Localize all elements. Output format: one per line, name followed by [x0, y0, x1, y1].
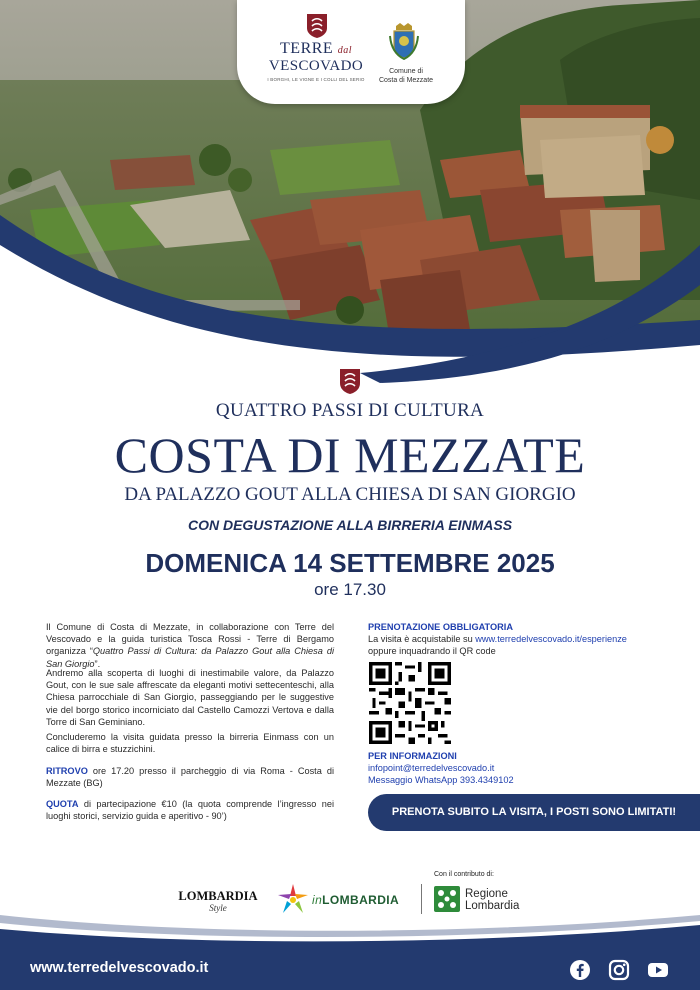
regione-label-line2: Lombardia — [465, 900, 520, 912]
regione-label-line1: Regione — [465, 888, 508, 900]
booking-qr-hint: oppure inquadrando il QR code — [368, 646, 496, 656]
closing-paragraph: Concluderemo la visita guidata presso la birreria Einmass con un calice di birra e stuzzichini. — [46, 732, 334, 755]
inlombardia-star-icon — [276, 883, 310, 917]
comune-label-line2: Costa di Mezzate — [378, 77, 434, 84]
qr-code[interactable] — [369, 662, 451, 744]
event-time: ore 17.30 — [314, 580, 386, 599]
event-title: COSTA DI MEZZATE — [114, 427, 586, 483]
lombardia-style-sub: Style — [209, 903, 227, 913]
youtube-icon[interactable] — [647, 959, 669, 981]
terre-logo-line1: TERRE dal — [280, 40, 352, 57]
logo-card — [237, 0, 465, 104]
event-series: QUATTRO PASSI DI CULTURA — [215, 400, 485, 421]
sponsor-divider — [421, 884, 422, 914]
info-label: PER INFORMAZIONI — [368, 751, 457, 761]
terre-crest-icon — [338, 368, 362, 395]
visit-paragraph: Andremo alla scoperta di luoghi di inestimabile valore, da Palazzo Gout, con le sue sale affrescate da eleganti motivi settecenteschi, alla Chiesa parrocchiale di San Giorgio, passeggiando per le suggestive vie del borgo storico incorniciato dal Castello Camozzi Vertova e dalla Torre di San Geminiano. — [46, 668, 334, 727]
info-email-link[interactable]: infopoint@terredelvescovado.it — [368, 763, 495, 773]
info-whatsapp[interactable]: Messaggio WhatsApp 393.4349102 — [368, 775, 514, 785]
intro-paragraph: Il Comune di Costa di Mezzate, in collaborazione con Terre del Vescovado e la guida turistica Tosca Rossi - Terre di Bergamo organizza “Quattro Passi di Cultura: da Palazzo Gout alla Chiesa di San Giorgio”. — [46, 622, 335, 669]
event-tasting: CON DEGUSTAZIONE ALLA BIRRERIA EINMASS — [187, 517, 513, 533]
event-date: DOMENICA 14 SETTEMBRE 2025 — [145, 548, 555, 578]
terre-logo-line2: VESCOVADO — [268, 58, 364, 74]
booking-label: PRENOTAZIONE OBBLIGATORIA — [368, 622, 513, 632]
intro-italic-title: Quattro Passi di Cultura: da Palazzo Gout alla Chiesa di San Giorgio — [46, 646, 335, 669]
contribution-label: Con il contributo di: — [434, 871, 494, 878]
terre-logo-tagline: I BORGHI, LE VIGNE E I COLLI DEL SERIO — [267, 77, 365, 82]
terre-logo-dal: dal — [337, 45, 352, 56]
event-route: DA PALAZZO GOUT ALLA CHIESA DI SAN GIORGIO — [124, 484, 576, 505]
inlombardia-in: in — [312, 893, 323, 907]
terre-crest-icon — [305, 13, 329, 39]
instagram-icon[interactable] — [608, 959, 630, 981]
meeting-label: RITROVO — [46, 766, 88, 776]
meeting-paragraph: RITROVO ore 17.20 presso il parcheggio di via Roma - Costa di Mezzate (BG) — [46, 766, 334, 789]
comune-label-line1: Comune di — [389, 68, 423, 75]
price-paragraph: QUOTA di partecipazione €10 (la quota comprende l’ingresso nei luoghi storici, servizio guida e aperitivo - 90’) — [46, 799, 334, 822]
inlombardia-logo-text: inLOMBARDIA — [312, 893, 400, 907]
price-label: QUOTA — [46, 799, 79, 809]
book-now-button[interactable]: PRENOTA SUBITO LA VISITA, I POSTI SONO LIMITATI! — [368, 794, 700, 831]
comune-crest-icon — [389, 22, 419, 60]
facebook-icon[interactable] — [569, 959, 591, 981]
booking-link[interactable]: www.terredelvescovado.it/esperienze — [475, 634, 627, 644]
hero-aerial-photo — [0, 0, 700, 385]
booking-line: La visita è acquistabile su www.terredelvescovado.it/esperienze — [368, 634, 627, 644]
lombardia-style-name: LOMBARDIA — [178, 889, 258, 903]
regione-lombardia-icon — [434, 886, 460, 912]
footer-band — [0, 915, 700, 990]
footer-website-link[interactable]: www.terredelvescovado.it — [30, 960, 209, 976]
